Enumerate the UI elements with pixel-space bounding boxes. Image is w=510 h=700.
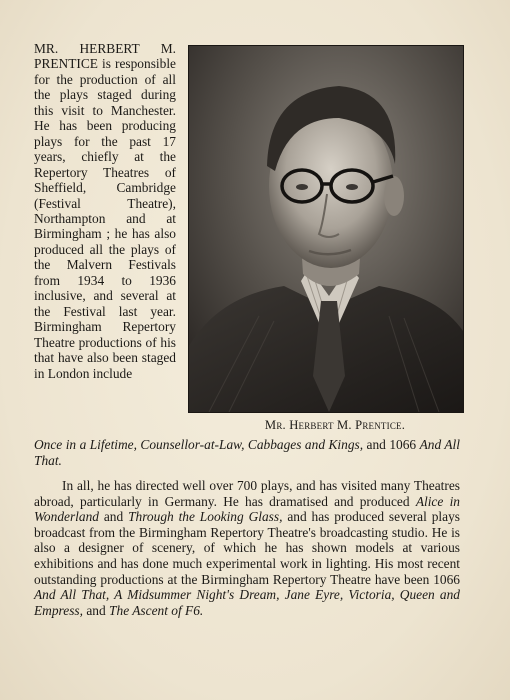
para2-text-c: and has produced several plays broadcast from the Birmingham Repertory Theatre's broadcasting studio. He is also a designer of scenery, of which he has shown models at various exhibitions and has done much experimental work in lighting. His most recent outstanding productions at the Birmingham Repertory Theatre have been 1066 [34, 509, 460, 587]
para2-title-f6: The Ascent of F6. [109, 602, 204, 618]
para2-title-looking-glass: Through the Looking Glass, [128, 509, 283, 525]
bio-column [34, 41, 176, 381]
bio-continued [34, 422, 460, 468]
photo-caption: Mr. Herbert M. Prentice. [264, 418, 406, 432]
bio-italic-titles: Once in a Lifetime, Counsellor-at-Law, Cabbages and Kings, [34, 437, 364, 453]
portrait-photo [188, 45, 464, 413]
bio-italic-title-2: And All That. [34, 437, 461, 468]
bio-intro-text: MR. HERBERT M. PRENTICE is responsible for the production of all the plays staged during this visit to Manchester. He has been producing plays for the past 17 years, chiefly at the Repertory Theatres of Sheffield, Cambridge (Festival Theatre), Northampton and at Birmingham ; he has also produced all the plays of the Malvern Festivals from 1934 to 1936 inclusive, and several at the Festival last year. Birmingham Repertory Theatre productions of his that have also been staged in London include [34, 41, 176, 381]
portrait-image [189, 46, 463, 412]
para2-text-d: and [86, 602, 106, 618]
bio-mid-text: and 1066 [366, 437, 417, 453]
second-paragraph [34, 478, 460, 618]
para2-text-b: and [103, 509, 124, 525]
para2-recent-titles: And All That, A Midsummer Night's Dream, Jane Eyre, Victoria, Queen and Empress, [34, 587, 460, 618]
para2-title-alice: Alice in Wonderland [34, 493, 460, 525]
para2-text-a: In all, he has directed well over 700 plays, and has visited many Theatres abroad, particularly in Germany. He has dramatised and produced [34, 478, 460, 509]
